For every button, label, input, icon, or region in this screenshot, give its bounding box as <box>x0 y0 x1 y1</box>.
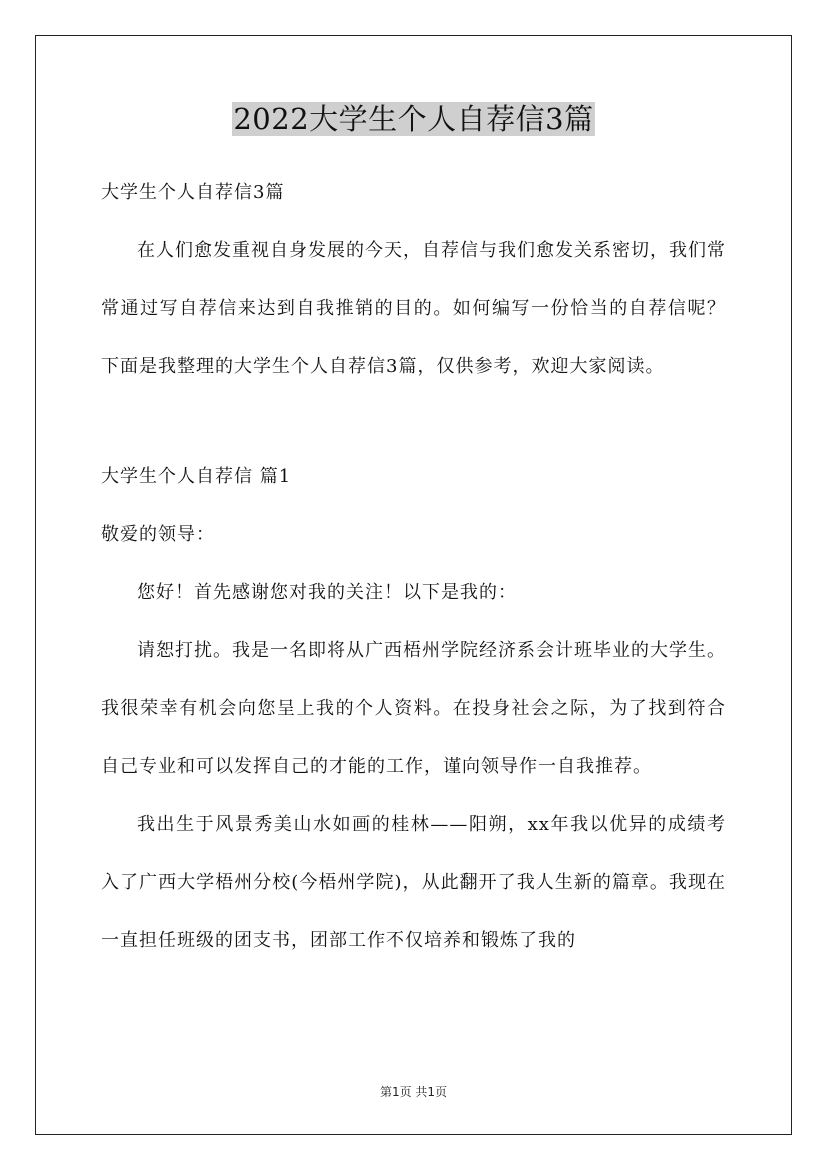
body-paragraph: 您好！首先感谢您对我的关注！以下是我的： <box>137 582 517 603</box>
body-paragraph: 我出生于风景秀美山水如画的桂林——阳朔，xx年我以优异的成绩考入了广西大学梧州分校(今梧州学院)，从此翻开了我人生新的篇章。我现在一直担任班级的团支书，团部工作不仅培养和锻炼了我的 <box>101 814 726 951</box>
page-footer: 第1页 共1页 <box>379 1085 448 1099</box>
body-paragraph: 请恕打扰。我是一名即将从广西梧州学院经济系会计班毕业的大学生。我很荣幸有机会向您呈上我的个人资料。在投身社会之际，为了找到符合自己专业和可以发挥自己的才能的工作，谨向领导作一自我推荐。 <box>101 640 726 777</box>
document-body <box>101 164 726 970</box>
document-title-text: 2022大学生个人自荐信3篇 <box>233 102 594 136</box>
intro-paragraph: 在人们愈发重视自身发展的今天，自荐信与我们愈发关系密切，我们常常通过写自荐信来达到自我推销的目的。如何编写一份恰当的自荐信呢？下面是我整理的大学生个人自荐信3篇，仅供参考，欢迎大家阅读。 <box>101 240 726 377</box>
salutation: 敬爱的领导： <box>101 524 215 545</box>
document-subtitle: 大学生个人自荐信3篇 <box>101 182 285 203</box>
document-title <box>0 98 827 140</box>
section-heading: 大学生个人自荐信 篇1 <box>101 466 292 487</box>
section-gap <box>101 396 726 448</box>
